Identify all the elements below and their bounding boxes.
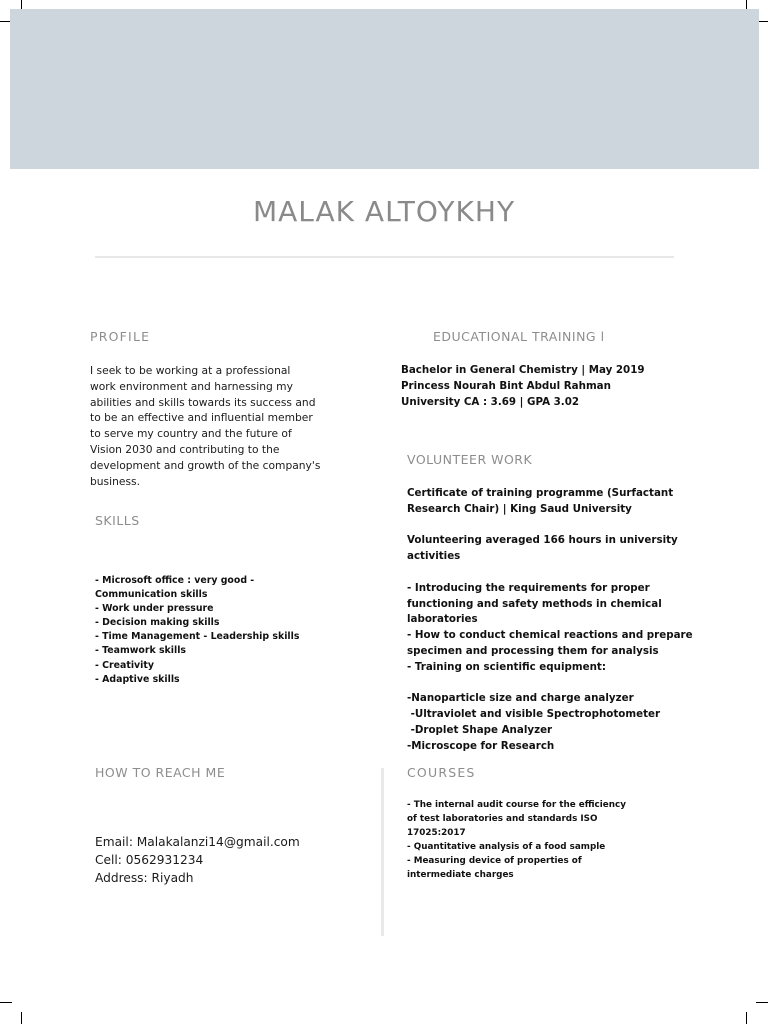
skill-item: - Decision making skills [95, 617, 220, 629]
volunteer-line: - Introducing the requirements for proper [407, 581, 650, 594]
education-line: Bachelor in General Chemistry | May 2019 [401, 364, 645, 376]
course-item: - Measuring device of properties of [407, 856, 582, 866]
course-item: of test laboratories and standards ISO [407, 814, 598, 824]
profile-line: to serve my country and the future of [90, 427, 292, 441]
skill-item: - Creativity [95, 659, 154, 671]
courses-heading: COURSES [407, 765, 476, 780]
volunteer-line: specimen and processing them for analysis [407, 644, 659, 657]
profile-line: work environment and harnessing my [90, 379, 293, 393]
volunteer-line: -Droplet Shape Analyzer [407, 723, 553, 736]
course-item: - The internal audit course for the efficiency [407, 800, 626, 810]
skills-heading: SKILLS [95, 513, 140, 528]
volunteer-line: Research Chair) | King Saud University [407, 502, 632, 515]
volunteer-text [407, 486, 693, 755]
course-item: 17025:2017 [407, 828, 466, 838]
profile-line: business. [90, 474, 140, 488]
volunteer-heading: VOLUNTEER WORK [407, 452, 533, 467]
profile-line: to be an effective and influential member [90, 411, 313, 425]
volunteer-line: -Microscope for Research [407, 739, 555, 752]
volunteer-line: -Nanoparticle size and charge analyzer [407, 692, 634, 705]
profile-line: development and growth of the company's [90, 458, 321, 472]
skills-list [95, 574, 299, 687]
courses-list [407, 798, 626, 882]
skill-item: Communication skills [95, 589, 208, 601]
skill-item: - Work under pressure [95, 603, 214, 615]
column-divider [381, 768, 384, 936]
profile-text [90, 363, 320, 489]
volunteer-line: - How to conduct chemical reactions and prepare [407, 629, 693, 642]
profile-heading: PROFILE [90, 329, 151, 344]
course-item: - Quantitative analysis of a food sample [407, 842, 606, 852]
skill-item: - Adaptive skills [95, 673, 180, 685]
contact-email: Email: Malakalanzi14@gmail.com [95, 835, 300, 849]
volunteer-line: functioning and safety methods in chemical [407, 597, 662, 610]
profile-line: Vision 2030 and contributing to the [90, 442, 280, 456]
header-banner [10, 9, 759, 169]
contact-heading: HOW TO REACH ME [95, 765, 226, 780]
skill-item: - Teamwork skills [95, 645, 187, 657]
crop-mark-bottom-left-v [21, 1012, 22, 1024]
education-line: Princess Nourah Bint Abdul Rahman [401, 379, 611, 392]
crop-mark-bottom-right-h [756, 1002, 768, 1003]
education-heading: EDUCATIONAL TRAINING l [433, 329, 605, 344]
candidate-name: MALAK ALTOYKHY [252, 195, 516, 228]
volunteer-line: laboratories [407, 613, 478, 626]
volunteer-line: - Training on scientific equipment: [407, 660, 606, 673]
crop-mark-bottom-right-v [746, 1012, 747, 1024]
volunteer-line: -Ultraviolet and visible Spectrophotometer [407, 708, 661, 721]
contact-cell: Cell: 0562931234 [95, 852, 204, 867]
volunteer-line: activities [407, 550, 461, 563]
name-divider [95, 256, 674, 258]
skill-item: - Microsoft office : very good - [95, 575, 255, 586]
volunteer-line: Certificate of training programme (Surfactant [407, 487, 674, 499]
education-text [401, 363, 645, 410]
education-line: University CA : 3.69 | GPA 3.02 [401, 395, 580, 408]
contact-address: Address: Riyadh [95, 870, 194, 885]
profile-line: abilities and skills towards its success and [90, 395, 316, 409]
course-item: intermediate charges [407, 870, 514, 880]
crop-mark-bottom-left-h [0, 1002, 12, 1003]
skill-item: - Time Management - Leadership skills [95, 631, 300, 643]
profile-line: I seek to be working at a professional [90, 364, 291, 377]
volunteer-line: Volunteering averaged 166 hours in university [407, 534, 678, 547]
contact-info [95, 834, 300, 887]
